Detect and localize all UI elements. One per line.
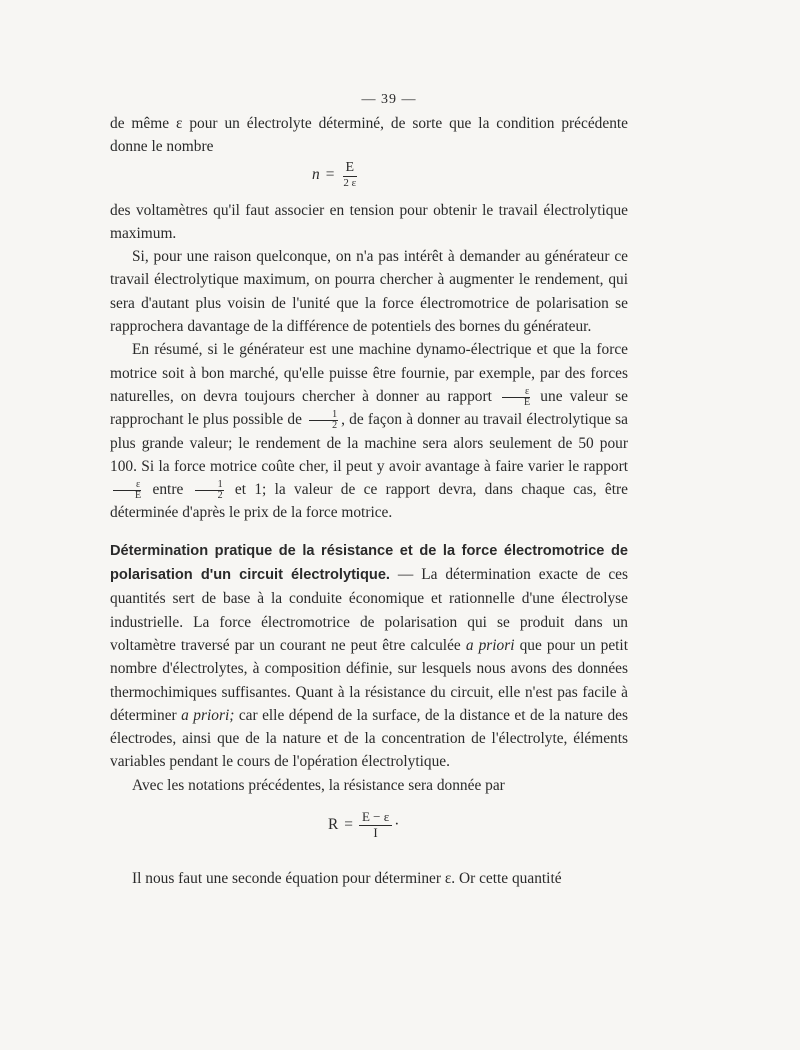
paragraph-4-part-2: une valeur se rapprochant le plus possible de [110,387,628,429]
ratio-denominator: E [524,396,531,408]
a-priori-1: a priori [465,636,515,654]
half-fraction-2 [195,480,224,501]
paragraph-4-part-1: En résumé, si le générateur est une machine dynamo-électrique et que la force motrice soit à bon marché, qu'elle puisse être fournie, par exemple, par des forces naturelles, on devra toujours chercher à donner au rapport [110,341,628,405]
half-denominator: 2 [332,420,338,432]
section-text-3: car elle dépend de la surface, de la distance et de la nature des électrodes, ainsi que de la nature et de la concentration de l'électrolyte, éléments variables pendant le cours de l'opération électrolytique. [110,706,628,771]
equation-2-lhs: R [328,816,339,834]
ratio-numerator-2: ε [113,480,141,491]
section-text-1: La détermination exacte de ces quantités sert de base à la conduite économique et rationnelle d'une électrolyse industrielle. La force électromotrice de polarisation qui se produit dans un voltamètre traversé par un courant ne peut être calculée [110,566,628,654]
section-paragraph [110,539,628,774]
paragraph-1: de même ε pour un électrolyte déterminé, de sorte que la condition précédente donne le nombre [110,115,628,156]
equation-lhs: n [312,165,320,183]
equation-fraction [340,160,359,188]
a-priori-2: a priori; [181,706,235,724]
equation-relation: = [325,165,335,183]
paragraph-7: Il nous faut une seconde équation pour déterminer ε. Or cette quantité [132,870,562,888]
half-denominator-2: 2 [217,490,223,502]
section-dash: — [390,566,422,584]
fraction-2-numerator: E − ε [359,810,392,825]
paragraph-6: Avec les notations précédentes, la résistance sera donnée par [132,776,505,794]
equation-2-relation: = [344,816,353,834]
section-heading: Détermination pratique de la résistance et de la force électromotrice de polarisation d'un circuit électrolytique. [110,542,628,584]
fraction-2-denominator: I [373,824,378,840]
paragraph-3: Si, pour une raison quelconque, on n'a pas intérêt à demander au générateur ce travail électrolytique maximum, on pourra chercher à augmenter le rendement, qui sera d'autant plus voisin de l'unité que la force électromotrice de polarisation se rapprochera davantage de la différence de potentiels des bornes du générateur. [110,248,628,336]
equation-2-trailing: · [394,816,400,834]
paragraph-2: des voltamètres qu'il faut associer en tension pour obtenir le travail électrolytique maximum. [110,201,628,242]
paragraph-4-part-4: entre [152,481,184,499]
fraction-numerator: E [343,160,358,176]
ratio-fraction-2 [113,480,141,501]
ratio-fraction [502,387,530,408]
section-gap [110,525,628,539]
ratio-denominator-2: E [135,490,142,502]
section-text-2: que pour un petit nombre d'électrolytes, à composition définie, sur lesquels nous avons des données thermochimiques suffisantes. Quant à la résistance du circuit, elle n'est pas facile à déterminer [110,636,628,724]
half-fraction [309,410,338,431]
fraction-denominator: 2 ε [343,176,357,189]
paragraph-4-part-5: et 1; la valeur de ce rapport devra, dans chaque cas, être déterminée d'après le prix de la force motrice. [110,481,628,522]
equation-n [312,157,628,193]
page-number: — 39 — [361,92,417,107]
page-body [110,88,628,890]
equation-r [328,805,628,845]
paragraph-4-part-3: , de façon à donner au travail électrolytique sa plus grande valeur; le rendement de la machine sera alors seulement de 50 pour 100. Si la force motrice coûte cher, il peut y avoir avantage à faire varier le rapport [110,411,628,475]
half-numerator-2: 1 [195,480,224,491]
ratio-numerator: ε [502,387,530,398]
equation-2-fraction [359,810,392,840]
half-numerator: 1 [309,410,338,421]
paragraph-4 [110,338,628,524]
